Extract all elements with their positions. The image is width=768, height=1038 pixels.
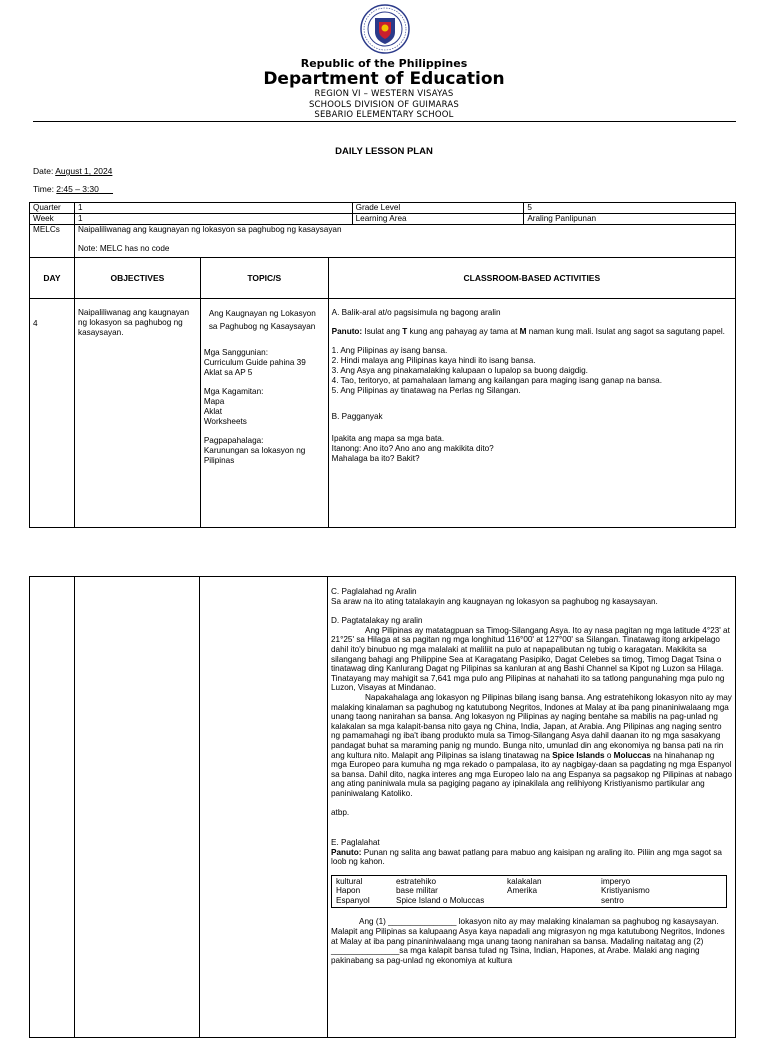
word-bank-box <box>331 875 727 909</box>
word-bank-item: estratehiko <box>396 876 437 886</box>
republic-heading: Republic of the Philippines <box>300 57 468 70</box>
time-line <box>33 184 113 194</box>
time-value: 2:45 – 3:30 <box>56 184 114 194</box>
region-line: REGION VI – WESTERN VISAYAS <box>314 89 454 99</box>
melcs-cell <box>74 225 735 258</box>
col-day: DAY <box>30 258 75 299</box>
quiz-item: 2. Hindi malaya ang Pilipinas kaya hindi ito isang bansa. <box>331 356 536 365</box>
fill-in-paragraph: Ang (1) _______________ lokasyon nito ay may malaking kinalaman sa paghubog ng kasaysayan. Malapit ang Pilipinas sa kalupaang Asya kaya napadali ang migrasyon ng mga katutubong Negritos, Indones at Malay at iba pang pinaniniwalaang mga unang taong nanirahan sa bansa. Madaling naitatag ang (2) _______________sa mga kalapit bansa tulad ng Tsina, Indian, Hapones, at Arabe. Malaki ang naging pakinabang sa pag-unlad ng ekonomiya at kultura <box>331 917 725 965</box>
melcs-label: MELCs <box>30 225 75 258</box>
header-divider <box>33 121 736 122</box>
kagamitan-3: Worksheets <box>203 417 247 426</box>
moluccas: Moluccas <box>613 750 651 760</box>
week-value: 1 <box>74 214 352 225</box>
row2-objective <box>74 577 200 1038</box>
word-bank-item: Amerika <box>507 886 538 896</box>
department-heading: Department of Education <box>263 69 505 89</box>
activity-e-title: E. Paglalahat <box>331 838 380 848</box>
row1-objective: Naipaliliwanag ang kaugnayan ng lokasyon sa paghubog ng kasaysayan. <box>74 299 200 528</box>
week-label: Week <box>30 214 75 225</box>
document-title: DAILY LESSON PLAN <box>335 146 433 157</box>
word-bank-item <box>503 896 597 906</box>
melcs-value: Naipaliliwanag ang kaugnayan ng lokasyon sa paghubog ng kasaysayan <box>77 225 342 234</box>
row2-activities <box>328 577 736 1038</box>
date-label: Date: <box>33 166 56 176</box>
activity-b-line: Itanong: Ano ito? Ano ano ang makikita dito? <box>331 444 494 453</box>
grade-value: 5 <box>524 203 736 214</box>
lesson-table-page1 <box>29 202 736 528</box>
school-line: SEBARIO ELEMENTARY SCHOOL <box>314 110 454 120</box>
panuto-e: Panuto: Punan ng salita ang bawat patlang para mabuo ang kaisipan ng araling ito. Piliin ang mga sagot sa loob ng kahon. <box>331 847 722 867</box>
word-bank-item: Spice Island o Moluccas <box>396 895 485 905</box>
word-bank-item: sentro <box>601 895 624 905</box>
grade-label: Grade Level <box>352 203 524 214</box>
discussion-paragraph-1: Ang Pilipinas ay matatagpuan sa Timog-Silangang Asya. Ito ay nasa pagitan ng mga latitude 4°23' at 21°25' sa Hilaga at sa pagitan ng mga longhitud 116°00' at 127°00' sa Silangan. Tinatawag itong arkipelago dahil ito'y binubuo ng mga malalaki at maliliit na pulo at napapalibutan ng tubig o karagatan. Makikita sa silangang bahagi ang Philippine Sea at Karagatang Pasipiko, Dagat Celebes sa timog, Timog Dagat Tsina o tinatawag ding Kanlurang Dagat ng Pilipinas sa kanluran at ang Bashi Channel sa Kipot ng Luzon sa Hilaga. Tinatayang may mahigit sa 7,641 mga pulo ang Pilipinas at nahahati ito sa tatlong pangunahing mga pulo ng Luzon, Visayas at Mindanao. <box>331 625 730 693</box>
word-bank-item: base militar <box>396 886 438 896</box>
row1-topic-cell <box>200 299 328 528</box>
activity-b-title: B. Pagganyak <box>331 412 383 421</box>
quiz-item: 5. Ang Pilipinas ay tinatawag na Perlas ng Silangan. <box>331 386 521 395</box>
word-bank-item: Kristiyanismo <box>601 886 650 896</box>
kagamitan-2: Aklat <box>203 407 223 416</box>
word-bank-item: Hapon <box>336 886 361 896</box>
activity-b-line: Ipakita ang mapa sa mga bata. <box>331 434 445 443</box>
lesson-table-page2 <box>29 576 736 1038</box>
area-value: Araling Panlipunan <box>524 214 736 225</box>
time-label: Time: <box>33 184 57 194</box>
date-line <box>33 166 112 176</box>
row2-day <box>30 577 75 1038</box>
activity-c-title: C. Paglalahad ng Aralin <box>331 587 417 596</box>
discussion-paragraph-2: Napakahalaga ang lokasyon ng Pilipinas bilang isang bansa. Ang estratehikong lokasyon nito ay may malaking kinalaman sa paghubog ng katutubong Negritos, Indones at Malay at iba pang pinaniniwalaang mga unang taong nanirahan sa bansa. Ang lokasyon ng Pilipinas ay naging bentahe sa mabilis na pag-unlad ng kalakalan sa mga kalapit-bansa nito gaya ng China, India, Japan, at Arabia. Ang Pilipinas ang naging sentro ng pamamahagi ng iba't ibang produkto mula sa Timog-Silangang Asya dahil daanan ito ng mga sasakyang pandagat buhat sa maraming panig ng mundo. Bunga nito, umunlad din ang ekonomiya ng bansa pati na rin ang kultura nito. Malapit ang Pilipinas sa islang tinatawag na Spice Islands o Moluccas na hinahanap ng mga Europeo para kumuha ng mga rekado o pampalasa, ito ay nagbigay-daan sa pagdating ng mga Espanyol sa bansa. Dahil dito, nagka interes ang mga Europeo lalo na ang Espanya sa pagsakop ng Pilipinas at nabago ang ating paniniwala mula sa pagiging pagano ay ipinakilala ang relihiyong Kristiyanismo partikular ang paniniwalang Katoliko. <box>331 692 733 798</box>
word-bank <box>332 877 724 906</box>
col-topics: TOPIC/S <box>200 258 328 299</box>
word-bank-item: imperyo <box>601 876 631 886</box>
panuto-e-label: Panuto: <box>331 847 362 857</box>
activity-a-title: A. Balik-aral at/o pagsisimula ng bagong aralin <box>331 308 501 317</box>
panuto-a: Panuto: Isulat ang T kung ang pahayag ay tama at M naman kung mali. Isulat ang sagot sa sagutang papel. <box>331 327 725 336</box>
sanggunian-1: Curriculum Guide pahina 39 <box>203 358 306 367</box>
division-line: SCHOOLS DIVISION OF GUIMARAS <box>308 100 460 110</box>
row1-day: 4 <box>30 299 75 528</box>
word-bank-item: kalakalan <box>507 876 542 886</box>
etc-text: atbp. <box>331 808 350 818</box>
row1-activities <box>328 299 735 528</box>
activity-c-text: Sa araw na ito ating tatalakayin ang kaugnayan ng lokasyon sa paghubog ng kasaysayan. <box>331 596 658 606</box>
col-activities: CLASSROOM-BASED ACTIVITIES <box>328 258 735 299</box>
col-objectives: OBJECTIVES <box>74 258 200 299</box>
panuto-a-label: Panuto: <box>331 327 363 336</box>
sanggunian-label: Mga Sanggunian: <box>203 348 268 357</box>
pagpapahalaga-value: Karunungan sa lokasyon ng Pilipinas <box>203 446 306 465</box>
quarter-label: Quarter <box>30 203 75 214</box>
date-value: August 1, 2024 <box>55 166 113 176</box>
word-bank-item: kultural <box>336 876 363 886</box>
kagamitan-label: Mga Kagamitan: <box>203 387 264 396</box>
kagamitan-1: Mapa <box>203 397 225 406</box>
word-bank-item: Espanyol <box>336 895 370 905</box>
activity-d-title: D. Pagtatalakay ng aralin <box>331 616 423 626</box>
melc-note: Note: MELC has no code <box>77 244 170 253</box>
quiz-item: 3. Ang Asya ang pinakamalaking kalupaan o lupalop sa buong daigdig. <box>331 366 588 375</box>
topic-title: Ang Kaugnayan ng Lokasyon sa Paghubog ng Kasaysayan <box>208 309 316 331</box>
sanggunian-2: Aklat sa AP 5 <box>203 368 253 377</box>
quiz-item: 1. Ang Pilipinas ay isang bansa. <box>331 346 448 355</box>
activity-b-line: Mahalaga ba ito? Bakit? <box>331 454 420 463</box>
spice-islands: Spice Islands <box>552 750 605 760</box>
pagpapahalaga-label: Pagpapahalaga: <box>203 436 264 445</box>
row2-topic <box>200 577 328 1038</box>
quarter-value: 1 <box>74 203 352 214</box>
deped-seal <box>360 4 410 54</box>
quiz-item: 4. Tao, teritoryo, at pamahalaan lamang ang kailangan para maging isang ganap na bansa. <box>331 376 662 385</box>
area-label: Learning Area <box>352 214 524 225</box>
